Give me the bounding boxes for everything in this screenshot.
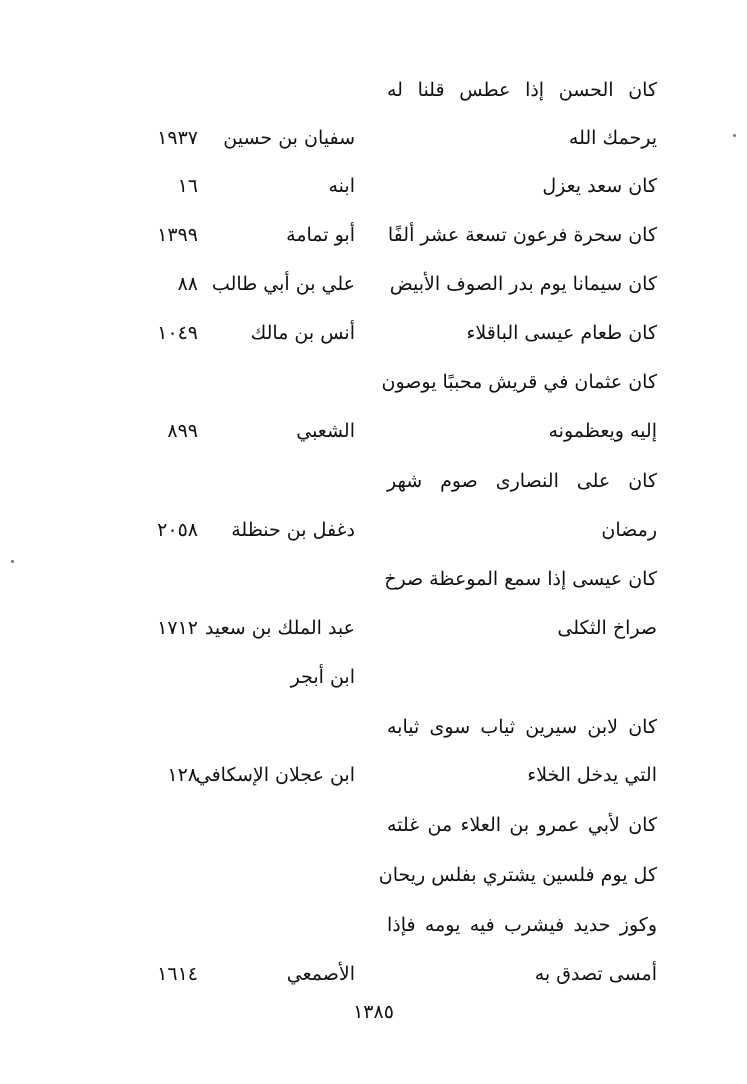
narrator-name: عبد الملك بن سعيد bbox=[204, 617, 355, 639]
quote-text: كان عيسى إذا سمع الموعظة صرخ bbox=[384, 568, 657, 590]
index-row bbox=[0, 510, 747, 550]
reference-number: ٨٩٩ bbox=[167, 420, 198, 442]
index-row bbox=[0, 461, 747, 501]
reference-number: ١٠٤٩ bbox=[157, 322, 198, 344]
narrator-name: الشعبي bbox=[296, 420, 355, 442]
narrator-name: ابن عجلان الإسكافي bbox=[195, 764, 355, 786]
index-row bbox=[0, 608, 747, 648]
scan-speck bbox=[733, 134, 736, 137]
quote-text: كل يوم فلسين يشتري بفلس ريحان bbox=[378, 864, 657, 886]
index-row bbox=[0, 264, 747, 304]
index-row bbox=[0, 707, 747, 747]
quote-text: رمضان bbox=[601, 519, 657, 541]
narrator-name: علي بن أبي طالب bbox=[211, 273, 355, 295]
quote-text: كان طعام عيسى الباقلاء bbox=[466, 322, 657, 344]
scan-speck bbox=[11, 560, 14, 563]
narrator-name: أبو تمامة bbox=[286, 224, 355, 246]
index-row bbox=[0, 657, 747, 697]
narrator-name: أنس بن مالك bbox=[250, 322, 355, 344]
quote-text: أمسى تصدق به bbox=[534, 963, 657, 985]
index-row bbox=[0, 411, 747, 451]
quote-text: كان سيمانا يوم بدر الصوف الأبيض bbox=[389, 273, 657, 295]
index-row bbox=[0, 805, 747, 845]
reference-number: ١٣٩٩ bbox=[157, 224, 198, 246]
quote-text: صراخ الثكلى bbox=[557, 617, 657, 639]
quote-text: يرحمك الله bbox=[568, 127, 657, 149]
reference-number: ٨٨ bbox=[177, 273, 198, 295]
narrator-name: ابنه bbox=[328, 175, 355, 197]
page-number: ١٣٨٥ bbox=[353, 1001, 394, 1023]
reference-number: ١٦ bbox=[177, 175, 198, 197]
index-row bbox=[0, 166, 747, 206]
quote-text: وكوز حديد فيشرب فيه يومه فإذا bbox=[387, 914, 657, 936]
index-row bbox=[0, 855, 747, 895]
quote-text: التي يدخل الخلاء bbox=[527, 764, 657, 786]
quote-text: كان سحرة فرعون تسعة عشر ألفًا bbox=[387, 224, 657, 246]
index-row bbox=[0, 954, 747, 994]
reference-number: ١٩٣٧ bbox=[157, 127, 198, 149]
index-row bbox=[0, 313, 747, 353]
narrator-name: سفيان بن حسين bbox=[223, 127, 355, 149]
quote-text: كان سعد يعزل bbox=[542, 175, 657, 197]
index-row bbox=[0, 755, 747, 795]
index-row bbox=[0, 362, 747, 402]
index-row bbox=[0, 905, 747, 945]
reference-number: ١٧١٢ bbox=[157, 617, 198, 639]
quote-text: كان لابن سيرين ثياب سوى ثيابه bbox=[387, 716, 657, 738]
narrator-name: ابن أبجر bbox=[290, 666, 355, 688]
index-row bbox=[0, 70, 747, 110]
quote-text: كان لأبي عمرو بن العلاء من غلته bbox=[387, 814, 657, 836]
quote-text: كان عثمان في قريش محببًا يوصون bbox=[381, 371, 657, 393]
index-row bbox=[0, 215, 747, 255]
reference-number: ٢٠٥٨ bbox=[157, 519, 198, 541]
quote-text: إليه ويعظمونه bbox=[548, 420, 657, 442]
narrator-name: دغفل بن حنظلة bbox=[231, 519, 355, 541]
index-row bbox=[0, 118, 747, 158]
quote-text: كان الحسن إذا عطس قلنا له bbox=[387, 79, 657, 101]
quote-text: كان على النصارى صوم شهر bbox=[387, 470, 657, 492]
index-row bbox=[0, 559, 747, 599]
narrator-name: الأصمعي bbox=[286, 963, 355, 985]
reference-number: ١٦١٤ bbox=[157, 963, 198, 985]
reference-number: ١٢٨ bbox=[167, 764, 198, 786]
